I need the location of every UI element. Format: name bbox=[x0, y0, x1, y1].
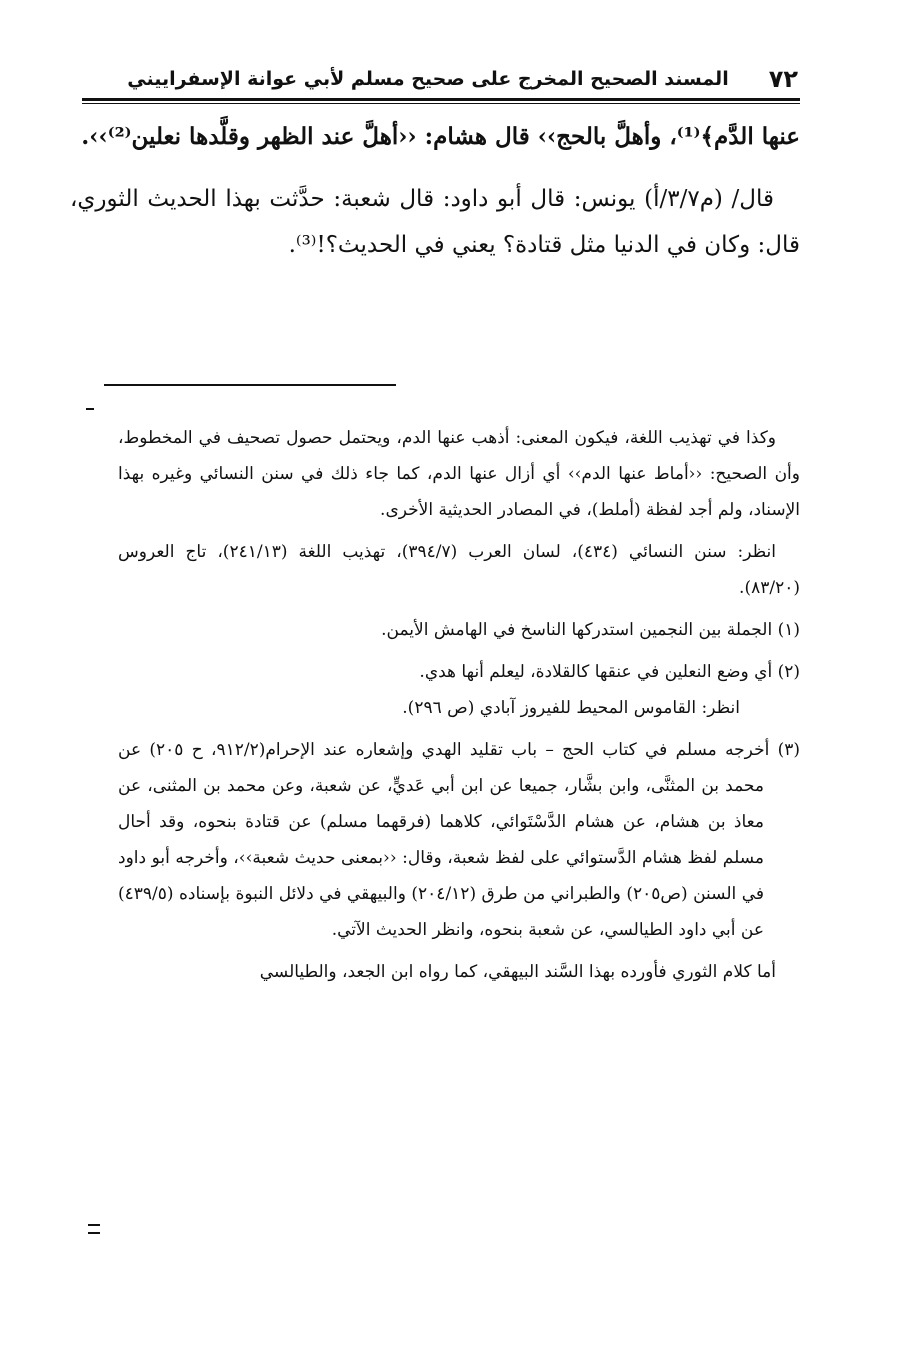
header-rule-thick bbox=[82, 98, 800, 101]
main-text bbox=[70, 114, 800, 268]
continuation-mark-bottom bbox=[88, 1224, 100, 1234]
footnote-continued-2: انظر: سنن النسائي (٤٣٤)، لسان العرب (٣٩٤/٧)، تهذيب اللغة (٢٤١/١٣)، تاج العروس (٨٣/٢٠). bbox=[118, 542, 800, 598]
page-header bbox=[70, 60, 800, 98]
continuation-mark-top bbox=[86, 408, 94, 410]
body-paragraph-2: قال/ (م٣/٧/أ) يونس: قال أبو داود: قال شعبة: حدَّثت بهذا الحديث الثوري، قال: وكان في الدنيا مثل قتادة؟ يعني في الحديث؟!⁽³⁾. bbox=[70, 186, 800, 258]
running-title: المسند الصحيح المخرج على صحيح مسلم لأبي عوانة الإسفراييني bbox=[127, 68, 729, 90]
footnote-continued-1: وكذا في تهذيب اللغة، فيكون المعنى: أذهب عنها الدم، ويحتمل حصول تصحيف في المخطوط، وأن الصحيح: ‹‹أماط عنها الدم›› أي أزال عنها الدم، كما جاء ذلك في سنن النسائي وغيره بهذا الإسناد، ولم أجد لفظة (أملط)، في المصادر الحديثية الأخرى. bbox=[118, 428, 800, 520]
footnote-2: (٢) أي وضع النعلين في عنقها كالقلادة، ليعلم أنها هدي. bbox=[419, 662, 800, 682]
footnote-2-reference: انظر: القاموس المحيط للفيروز آبادي (ص ٢٩٦). bbox=[402, 698, 740, 718]
book-page bbox=[70, 52, 800, 1342]
footnote-3-continued: أما كلام الثوري فأورده بهذا السَّند البيهقي، كما رواه ابن الجعد، والطيالسي bbox=[259, 962, 776, 982]
footnotes bbox=[118, 420, 800, 990]
page-number: ٧٢ bbox=[768, 65, 798, 93]
footnote-1: (١) الجملة بين النجمين استدركها الناسخ في الهامش الأيمن. bbox=[381, 620, 800, 640]
header-rule-thin bbox=[82, 103, 800, 104]
footnote-separator bbox=[104, 384, 396, 386]
footnote-3: (٣) أخرجه مسلم في كتاب الحج – باب تقليد الهدي وإشعاره عند الإحرام(٩١٢/٢، ح ٢٠٥) عن محمد بن المثنَّى، وابن بشَّار، جميعا عن ابن أبي عَديٍّ، عن شعبة، وعن محمد بن المثنى، عن معاذ بن هشام، عن هشام الدَّسْتَوائي، كلاهما (فرقهما مسلم) عن قتادة بنحوه، وقد أحال مسلم لفظ هشام الدَّستوائي على لفظ شعبة، وقال: ‹‹بمعنى حديث شعبة››، وأخرجه أبو داود في السنن (ص٢٠٥) والطبراني من طرق (٢٠٤/١٢) والبيهقي في دلائل النبوة بإسناده (٤٣٩/٥) عن أبي داود الطيالسي، عن شعبة بنحوه، وانظر الحديث الآتي. bbox=[118, 740, 800, 940]
body-paragraph-1: عنها الدَّم﴾⁽¹⁾، وأهلَّ بالحج›› قال هشام: ‹‹أهلَّ عند الظهر وقلَّدها نعلين⁽²⁾››. bbox=[81, 123, 800, 150]
